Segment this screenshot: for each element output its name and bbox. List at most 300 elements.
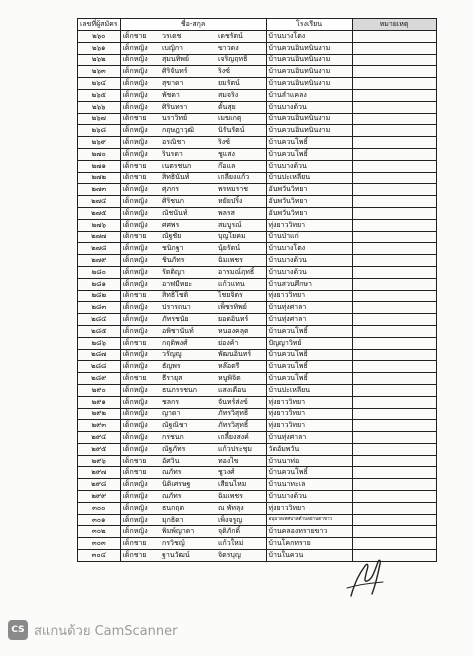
cell-prefix: เด็กหญิง bbox=[120, 207, 160, 219]
table-row bbox=[78, 467, 437, 479]
cell-prefix: เด็กหญิง bbox=[120, 196, 160, 208]
cell-first-name: สิทธินันท์ bbox=[160, 172, 216, 184]
table-row bbox=[78, 538, 437, 550]
table-row bbox=[78, 54, 437, 66]
cell-first-name: ชนิกฐา bbox=[160, 243, 216, 255]
cell-number: ๒๘๑ bbox=[78, 278, 121, 290]
cell-school: ทุ่งยาววิทยา bbox=[266, 502, 352, 514]
cell-school: บ้านควนอินทนินงาม bbox=[266, 125, 352, 137]
cell-prefix: เด็กหญิง bbox=[120, 266, 160, 278]
table-row bbox=[78, 160, 437, 172]
cell-note bbox=[352, 396, 436, 408]
cell-school: บ้านบางโตง bbox=[266, 31, 352, 43]
cell-note bbox=[352, 302, 436, 314]
cell-first-name: นิติเศรษฐ bbox=[160, 479, 216, 491]
cell-school: ทุ่งยาววิทยา bbox=[266, 219, 352, 231]
cell-last-name: ตั้นสุย bbox=[216, 101, 266, 113]
cell-number: ๒๖๕ bbox=[78, 89, 121, 101]
cell-last-name: เดชรัตน์ bbox=[216, 31, 266, 43]
cell-number: ๓๐๓ bbox=[78, 538, 121, 550]
cell-school: บ้านควนอินทนินงาม bbox=[266, 66, 352, 78]
cell-number: ๒๙๗ bbox=[78, 467, 121, 479]
handwritten-signature bbox=[345, 552, 385, 598]
cell-prefix: เด็กหญิง bbox=[120, 396, 160, 408]
cell-last-name: ฉิมเพชร bbox=[216, 491, 266, 503]
table-row bbox=[78, 479, 437, 491]
cell-number: ๒๙๖ bbox=[78, 455, 121, 467]
cell-note bbox=[352, 184, 436, 196]
cell-number: ๒๙๔ bbox=[78, 432, 121, 444]
cell-prefix: เด็กหญิง bbox=[120, 349, 160, 361]
cell-school: บ้านบางด้วน bbox=[266, 266, 352, 278]
cell-first-name: ณัชนันท์ bbox=[160, 207, 216, 219]
cell-number: ๒๖๙ bbox=[78, 137, 121, 149]
cell-first-name: สุมนทิพย์ bbox=[160, 54, 216, 66]
cell-number: ๒๗๖ bbox=[78, 219, 121, 231]
cell-first-name: วรเดช bbox=[160, 31, 216, 43]
cell-note bbox=[352, 243, 436, 255]
cell-number: ๒๘๖ bbox=[78, 337, 121, 349]
cell-note bbox=[352, 314, 436, 326]
cell-first-name: ภัทรชนัย bbox=[160, 314, 216, 326]
cell-note bbox=[352, 66, 436, 78]
cell-number: ๒๗๒ bbox=[78, 172, 121, 184]
cell-first-name: ปรารถนา bbox=[160, 302, 216, 314]
table-row bbox=[78, 290, 437, 302]
cell-first-name: ญาดา bbox=[160, 408, 216, 420]
cell-last-name: เจริญฤทธิ์ bbox=[216, 54, 266, 66]
cell-first-name: อัศวิน bbox=[160, 455, 216, 467]
cell-prefix: เด็กหญิง bbox=[120, 420, 160, 432]
cell-number: ๒๘๒ bbox=[78, 290, 121, 302]
cell-note bbox=[352, 467, 436, 479]
table-row bbox=[78, 502, 437, 514]
cell-last-name: ชูแสง bbox=[216, 148, 266, 160]
cell-school: บ้านลำแคลง bbox=[266, 89, 352, 101]
table-row bbox=[78, 337, 437, 349]
cell-last-name: ภัทรวิสุทธิ์ bbox=[216, 408, 266, 420]
cell-first-name: กฤษฎาวุฒิ bbox=[160, 125, 216, 137]
cell-school: อันพวันวิทยา bbox=[266, 184, 352, 196]
camscanner-footer-text: สแกนด้วย CamScanner bbox=[34, 623, 178, 639]
cell-note bbox=[352, 361, 436, 373]
cell-number: ๒๖๓ bbox=[78, 66, 121, 78]
cell-note bbox=[352, 455, 436, 467]
cell-note bbox=[352, 89, 436, 101]
cell-school: บ้านในควน bbox=[266, 550, 352, 562]
cell-prefix: เด็กชาย bbox=[120, 337, 160, 349]
cell-school: บ้านบางด้วน bbox=[266, 101, 352, 113]
cell-last-name: ยอดอินทร์ bbox=[216, 314, 266, 326]
cell-note bbox=[352, 349, 436, 361]
cell-first-name: ณัฐชัย bbox=[160, 231, 216, 243]
table-body bbox=[78, 31, 437, 562]
cell-last-name: หล๊อตรี bbox=[216, 361, 266, 373]
cell-school: บ้านควนโพธิ์ bbox=[266, 467, 352, 479]
cell-prefix: เด็กชาย bbox=[120, 455, 160, 467]
cell-school: บ้านบางด้วน bbox=[266, 255, 352, 267]
cell-first-name: ศิรินทรา bbox=[160, 101, 216, 113]
cell-note bbox=[352, 514, 436, 526]
header-note: หมายเหตุ bbox=[352, 19, 436, 31]
table-row bbox=[78, 113, 437, 125]
cell-last-name: แก้วแทน bbox=[216, 278, 266, 290]
cell-first-name: เบญิกา bbox=[160, 42, 216, 54]
cell-prefix: เด็กหญิง bbox=[120, 255, 160, 267]
cell-school: บ้านควนอินทนินงาม bbox=[266, 42, 352, 54]
cell-school: วัดอัมพวัน bbox=[266, 443, 352, 455]
cell-last-name: นุ้ยรัตน์ bbox=[216, 243, 266, 255]
cell-number: ๒๙๙ bbox=[78, 491, 121, 503]
table-row bbox=[78, 278, 437, 290]
cell-school: บ้านควนโพธิ์ bbox=[266, 137, 352, 149]
cell-last-name: บุญโยคม bbox=[216, 231, 266, 243]
cell-first-name: อพิชานันท์ bbox=[160, 325, 216, 337]
cell-last-name: ย่องค้า bbox=[216, 337, 266, 349]
cell-prefix: เด็กหญิง bbox=[120, 325, 160, 337]
cell-number: ๒๘๐ bbox=[78, 266, 121, 278]
cell-first-name: พัชดา bbox=[160, 89, 216, 101]
table-row bbox=[78, 373, 437, 385]
table-header-row bbox=[78, 19, 437, 31]
cell-note bbox=[352, 266, 436, 278]
cell-note bbox=[352, 420, 436, 432]
cell-last-name: ขาวดง bbox=[216, 42, 266, 54]
table-row bbox=[78, 66, 437, 78]
cell-number: ๒๗๓ bbox=[78, 184, 121, 196]
cell-school: บ้านควนอินทนินงาม bbox=[266, 54, 352, 66]
cell-prefix: เด็กหญิง bbox=[120, 184, 160, 196]
cell-first-name: อรณิชา bbox=[160, 137, 216, 149]
cell-school: ปัญญาวิทย์ bbox=[266, 337, 352, 349]
cell-last-name: หนูพิจิต bbox=[216, 373, 266, 385]
cell-first-name: อาฟมีหยะ bbox=[160, 278, 216, 290]
cell-school: บ้านบางด้วน bbox=[266, 491, 352, 503]
cell-last-name: เกลี้ยงแก้ว bbox=[216, 172, 266, 184]
cell-number: ๒๘๙ bbox=[78, 373, 121, 385]
cell-number: ๒๘๔ bbox=[78, 314, 121, 326]
cell-school: บ้านบางโตง bbox=[266, 243, 352, 255]
table-row bbox=[78, 31, 437, 43]
table-row bbox=[78, 514, 437, 526]
table-row bbox=[78, 172, 437, 184]
cell-school: ทุ่งยาววิทยา bbox=[266, 408, 352, 420]
cell-prefix: เด็กหญิง bbox=[120, 526, 160, 538]
cell-last-name: พรหมราช bbox=[216, 184, 266, 196]
table-row bbox=[78, 396, 437, 408]
cell-note bbox=[352, 125, 436, 137]
cell-first-name: สุขาดา bbox=[160, 78, 216, 90]
cell-number: ๒๖๖ bbox=[78, 101, 121, 113]
cell-first-name: กฤติพงศ์ bbox=[160, 337, 216, 349]
cell-note bbox=[352, 408, 436, 420]
cell-first-name: ศศพร bbox=[160, 219, 216, 231]
camscanner-logo-icon: CS bbox=[8, 620, 28, 640]
cell-first-name: ณภัทร bbox=[160, 491, 216, 503]
cell-prefix: เด็กหญิง bbox=[120, 278, 160, 290]
cell-last-name: ริงซ์ bbox=[216, 137, 266, 149]
cell-prefix: เด็กหญิง bbox=[120, 302, 160, 314]
cell-school: บ้านควนโพธิ์ bbox=[266, 325, 352, 337]
cell-school: บ้านป่าแก่ bbox=[266, 231, 352, 243]
cell-note bbox=[352, 42, 436, 54]
cell-first-name: นราวิทย์ bbox=[160, 113, 216, 125]
cell-first-name: กรวิชญ์ bbox=[160, 538, 216, 550]
table-row bbox=[78, 455, 437, 467]
cell-last-name: ฉิมเพชร bbox=[216, 255, 266, 267]
cell-prefix: เด็กชาย bbox=[120, 290, 160, 302]
cell-number: ๒๗๐ bbox=[78, 148, 121, 160]
cell-last-name: เกลี้ยงสงค์ bbox=[216, 432, 266, 444]
cell-school: บ้านสวนศึกษา bbox=[266, 278, 352, 290]
cell-last-name: สมบูรณ์ bbox=[216, 219, 266, 231]
cell-number: ๒๖๒ bbox=[78, 54, 121, 66]
cell-note bbox=[352, 384, 436, 396]
cell-prefix: เด็กหญิง bbox=[120, 66, 160, 78]
cell-number: ๒๖๔ bbox=[78, 78, 121, 90]
cell-last-name: ชูวงศ์ bbox=[216, 467, 266, 479]
cell-note bbox=[352, 160, 436, 172]
table-row bbox=[78, 384, 437, 396]
cell-number: ๒๙๘ bbox=[78, 479, 121, 491]
table-row bbox=[78, 207, 437, 219]
table-row bbox=[78, 491, 437, 503]
cell-prefix: เด็กหญิง bbox=[120, 148, 160, 160]
cell-number: ๒๘๗ bbox=[78, 349, 121, 361]
cell-number: ๒๗๑ bbox=[78, 160, 121, 172]
cell-last-name: พัฒนอินทร์ bbox=[216, 349, 266, 361]
cell-last-name: หนองคลุต bbox=[216, 325, 266, 337]
cell-prefix: เด็กหญิง bbox=[120, 243, 160, 255]
cell-number: ๒๖๐ bbox=[78, 31, 121, 43]
table-row bbox=[78, 137, 437, 149]
cell-note bbox=[352, 278, 436, 290]
cell-last-name: สมจริง bbox=[216, 89, 266, 101]
cell-last-name: ไชยจิตร bbox=[216, 290, 266, 302]
cell-school: บ้านปะเหลียน bbox=[266, 384, 352, 396]
cell-note bbox=[352, 54, 436, 66]
table-row bbox=[78, 78, 437, 90]
cell-first-name: ฐานวัฒน์ bbox=[160, 550, 216, 562]
table-row bbox=[78, 196, 437, 208]
cell-first-name: รัตติญา bbox=[160, 266, 216, 278]
cell-prefix: เด็กหญิง bbox=[120, 384, 160, 396]
cell-school: บ้านทุ่งศาลา bbox=[266, 432, 352, 444]
cell-first-name: ธนกฤต bbox=[160, 502, 216, 514]
cell-first-name: พิมพ์ญาดา bbox=[160, 526, 216, 538]
table-row bbox=[78, 255, 437, 267]
cell-number: ๓๐๐ bbox=[78, 502, 121, 514]
cell-last-name: แสงเดือน bbox=[216, 384, 266, 396]
cell-note bbox=[352, 290, 436, 302]
table-row bbox=[78, 42, 437, 54]
cell-school: บ้านคลองทรายขาว bbox=[266, 526, 352, 538]
cell-note bbox=[352, 432, 436, 444]
cell-number: ๒๙๐ bbox=[78, 384, 121, 396]
cell-first-name: ศิริจันทร์ bbox=[160, 66, 216, 78]
cell-number: ๒๙๒ bbox=[78, 408, 121, 420]
table-row bbox=[78, 148, 437, 160]
table-row bbox=[78, 231, 437, 243]
cell-prefix: เด็กหญิง bbox=[120, 502, 160, 514]
cell-number: ๒๖๘ bbox=[78, 125, 121, 137]
cell-last-name: ณ พัทลุง bbox=[216, 502, 266, 514]
table-row bbox=[78, 314, 437, 326]
cell-last-name: จิตรบุญ bbox=[216, 550, 266, 562]
cell-first-name: เนตรชนก bbox=[160, 160, 216, 172]
cell-first-name: มุกธิดา bbox=[160, 514, 216, 526]
cell-school: บ้านควนโพธิ์ bbox=[266, 361, 352, 373]
cell-note bbox=[352, 337, 436, 349]
cell-prefix: เด็กหญิง bbox=[120, 137, 160, 149]
cell-number: ๒๘๕ bbox=[78, 325, 121, 337]
cell-note bbox=[352, 325, 436, 337]
cell-last-name: หยัยปริ้ง bbox=[216, 196, 266, 208]
cell-last-name: นิรันรัตน์ bbox=[216, 125, 266, 137]
header-name: ชื่อ-สกุล bbox=[120, 19, 266, 31]
cell-number: ๓๐๔ bbox=[78, 550, 121, 562]
applicant-table bbox=[77, 18, 437, 562]
cell-number: ๒๘๘ bbox=[78, 361, 121, 373]
table-row bbox=[78, 443, 437, 455]
cell-prefix: เด็กหญิง bbox=[120, 443, 160, 455]
cell-first-name: วรัญญู bbox=[160, 349, 216, 361]
cell-school: บ้านควนโพธิ์ bbox=[266, 349, 352, 361]
cell-prefix: เด็กหญิง bbox=[120, 125, 160, 137]
cell-note bbox=[352, 373, 436, 385]
table-row bbox=[78, 125, 437, 137]
cell-last-name: จุติภักดิ์ bbox=[216, 526, 266, 538]
cell-prefix: เด็กชาย bbox=[120, 538, 160, 550]
cell-last-name: เสียนไหม bbox=[216, 479, 266, 491]
cell-prefix: เด็กหญิง bbox=[120, 101, 160, 113]
cell-school: บ้านบางด้วน bbox=[266, 160, 352, 172]
table-row bbox=[78, 325, 437, 337]
cell-note bbox=[352, 231, 436, 243]
cell-school: บ้านควนโพธิ์ bbox=[266, 148, 352, 160]
cell-school: อนุบาลเทศบาลตำบลย่านตาขาว bbox=[266, 514, 352, 526]
table-row bbox=[78, 420, 437, 432]
cell-prefix: เด็กหญิง bbox=[120, 219, 160, 231]
camscanner-footer bbox=[8, 618, 177, 642]
cell-number: ๒๗๘ bbox=[78, 243, 121, 255]
cell-first-name: ณภัทร bbox=[160, 467, 216, 479]
cell-note bbox=[352, 526, 436, 538]
cell-number: ๒๗๔ bbox=[78, 196, 121, 208]
header-number: เลขที่ผู้สมัคร bbox=[78, 19, 121, 31]
cell-last-name: จันทร์ส่งข์ bbox=[216, 396, 266, 408]
cell-last-name: ภัทรวิสุทธิ์ bbox=[216, 420, 266, 432]
cell-number: ๒๙๕ bbox=[78, 443, 121, 455]
cell-first-name: ชลกร bbox=[160, 396, 216, 408]
cell-note bbox=[352, 148, 436, 160]
cell-note bbox=[352, 219, 436, 231]
cell-number: ๒๘๓ bbox=[78, 302, 121, 314]
cell-number: ๓๐๒ bbox=[78, 526, 121, 538]
cell-last-name: แก้วประชุม bbox=[216, 443, 266, 455]
cell-note bbox=[352, 31, 436, 43]
cell-school: บ้านโคกทราย bbox=[266, 538, 352, 550]
table-row bbox=[78, 266, 437, 278]
cell-note bbox=[352, 538, 436, 550]
cell-last-name: ทองไข bbox=[216, 455, 266, 467]
table-row bbox=[78, 89, 437, 101]
header-school: โรงเรียน bbox=[266, 19, 352, 31]
cell-note bbox=[352, 101, 436, 113]
cell-number: ๒๗๙ bbox=[78, 255, 121, 267]
cell-school: บ้านปะเหลียน bbox=[266, 172, 352, 184]
cell-prefix: เด็กหญิง bbox=[120, 314, 160, 326]
cell-last-name: ยมรัตน์ bbox=[216, 78, 266, 90]
cell-note bbox=[352, 207, 436, 219]
cell-prefix: เด็กชาย bbox=[120, 160, 160, 172]
cell-number: ๒๗๕ bbox=[78, 207, 121, 219]
cell-number: ๒๖๑ bbox=[78, 42, 121, 54]
cell-prefix: เด็กชาย bbox=[120, 231, 160, 243]
table-row bbox=[78, 408, 437, 420]
cell-first-name: ณัฐภัทร bbox=[160, 443, 216, 455]
table-row bbox=[78, 432, 437, 444]
table-row bbox=[78, 361, 437, 373]
cell-number: ๒๗๗ bbox=[78, 231, 121, 243]
cell-prefix: เด็กหญิง bbox=[120, 42, 160, 54]
cell-note bbox=[352, 479, 436, 491]
cell-last-name: ก๊อแล bbox=[216, 160, 266, 172]
cell-prefix: เด็กหญิง bbox=[120, 361, 160, 373]
cell-prefix: เด็กหญิง bbox=[120, 89, 160, 101]
table-row bbox=[78, 243, 437, 255]
cell-last-name: เมฆเกตุ bbox=[216, 113, 266, 125]
cell-school: บ้านนาทะเล bbox=[266, 479, 352, 491]
cell-school: ทุ่งยาววิทยา bbox=[266, 420, 352, 432]
cell-school: บ้านทุ่งศาลา bbox=[266, 302, 352, 314]
cell-last-name: พลรส bbox=[216, 207, 266, 219]
cell-first-name: ธัญพร bbox=[160, 361, 216, 373]
cell-last-name: ริงซ์ bbox=[216, 66, 266, 78]
table-row bbox=[78, 101, 437, 113]
cell-prefix: เด็กหญิง bbox=[120, 479, 160, 491]
cell-school: บ้านควนอินทนินงาม bbox=[266, 113, 352, 125]
cell-first-name: กรชนก bbox=[160, 432, 216, 444]
cell-last-name: อารมณ์ฤทธิ์ bbox=[216, 266, 266, 278]
cell-note bbox=[352, 196, 436, 208]
cell-prefix: เด็กชาย bbox=[120, 172, 160, 184]
cell-last-name: แก้วใหม่ bbox=[216, 538, 266, 550]
cell-prefix: เด็กชาย bbox=[120, 550, 160, 562]
table-row bbox=[78, 526, 437, 538]
table-row bbox=[78, 219, 437, 231]
cell-number: ๒๙๓ bbox=[78, 420, 121, 432]
cell-prefix: เด็กหญิง bbox=[120, 432, 160, 444]
cell-prefix: เด็กหญิง bbox=[120, 491, 160, 503]
cell-note bbox=[352, 491, 436, 503]
cell-prefix: เด็กหญิง bbox=[120, 78, 160, 90]
cell-note bbox=[352, 172, 436, 184]
cell-number: ๒๙๑ bbox=[78, 396, 121, 408]
table-row bbox=[78, 184, 437, 196]
cell-note bbox=[352, 78, 436, 90]
cell-note bbox=[352, 113, 436, 125]
cell-number: ๓๐๑ bbox=[78, 514, 121, 526]
cell-last-name: เพ็งจรูญ bbox=[216, 514, 266, 526]
cell-number: ๒๖๗ bbox=[78, 113, 121, 125]
cell-prefix: เด็กหญิง bbox=[120, 54, 160, 66]
cell-first-name: รินรดา bbox=[160, 148, 216, 160]
table-row bbox=[78, 349, 437, 361]
cell-school: บ้านควนโพธิ์ bbox=[266, 373, 352, 385]
table-row bbox=[78, 302, 437, 314]
cell-prefix: เด็กชาย bbox=[120, 373, 160, 385]
